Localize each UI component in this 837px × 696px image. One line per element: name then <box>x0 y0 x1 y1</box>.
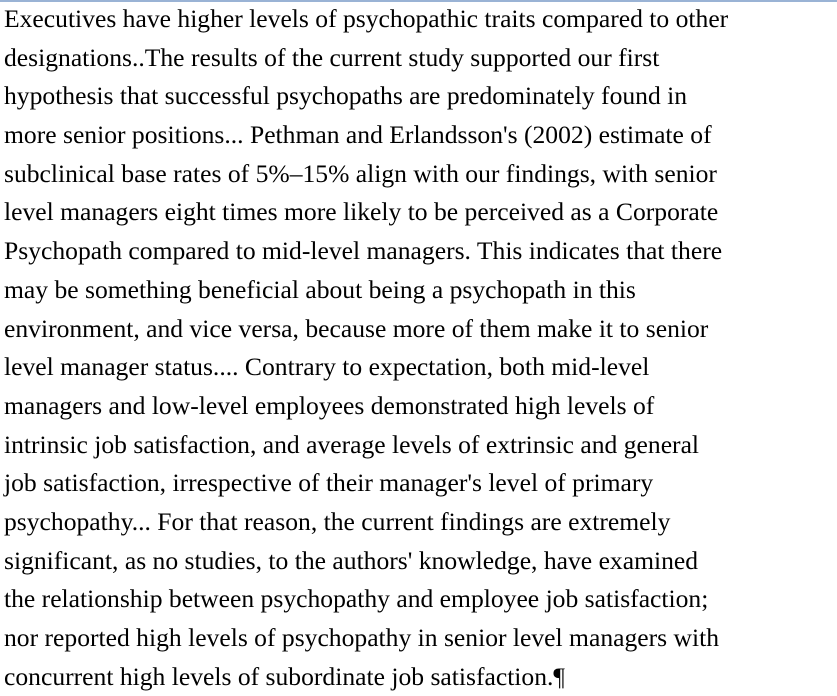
text-line-8: may be something beneficial about being a psychopath in this <box>4 274 636 304</box>
text-line-18 <box>4 658 837 696</box>
text-line-3: hypothesis that successful psychopaths are predominately found in <box>4 81 688 111</box>
text-line-4: more senior positions... Pethman and Erlandsson's (2002) estimate of <box>4 120 712 150</box>
text-line-10: level manager status.... Contrary to expectation, both mid-level <box>4 352 650 382</box>
text-line-6: level managers eight times more likely to be perceived as a Corporate <box>4 197 719 227</box>
text-line-9: environment, and vice versa, because more of them make it to senior <box>4 313 709 343</box>
text-line-17: nor reported high levels of psychopathy in senior level managers with <box>4 623 720 652</box>
paragraph-mark-icon: ¶ <box>553 661 566 691</box>
text-line-12: intrinsic job satisfaction, and average levels of extrinsic and general <box>4 429 700 459</box>
text-line-18-content: concurrent high levels of subordinate job satisfaction. <box>4 661 554 691</box>
text-line-7: Psychopath compared to mid-level managers. This indicates that there <box>4 236 723 266</box>
document-body[interactable] <box>4 0 837 696</box>
text-line-14: psychopathy... For that reason, the current findings are extremely <box>4 506 671 536</box>
text-line-5: subclinical base rates of 5%–15% align with our findings, with senior <box>4 158 717 188</box>
text-line-15: significant, as no studies, to the authors' knowledge, have examined <box>4 545 699 575</box>
text-line-1: Executives have higher levels of psychopathic traits compared to other <box>4 4 729 33</box>
text-line-16: the relationship between psychopathy and employee job satisfaction; <box>4 584 709 614</box>
text-line-2: designations..The results of the current study supported our first <box>4 42 660 72</box>
text-line-13: job satisfaction, irrespective of their manager's level of primary <box>4 468 654 498</box>
text-line-11: managers and low-level employees demonstrated high levels of <box>4 390 655 420</box>
